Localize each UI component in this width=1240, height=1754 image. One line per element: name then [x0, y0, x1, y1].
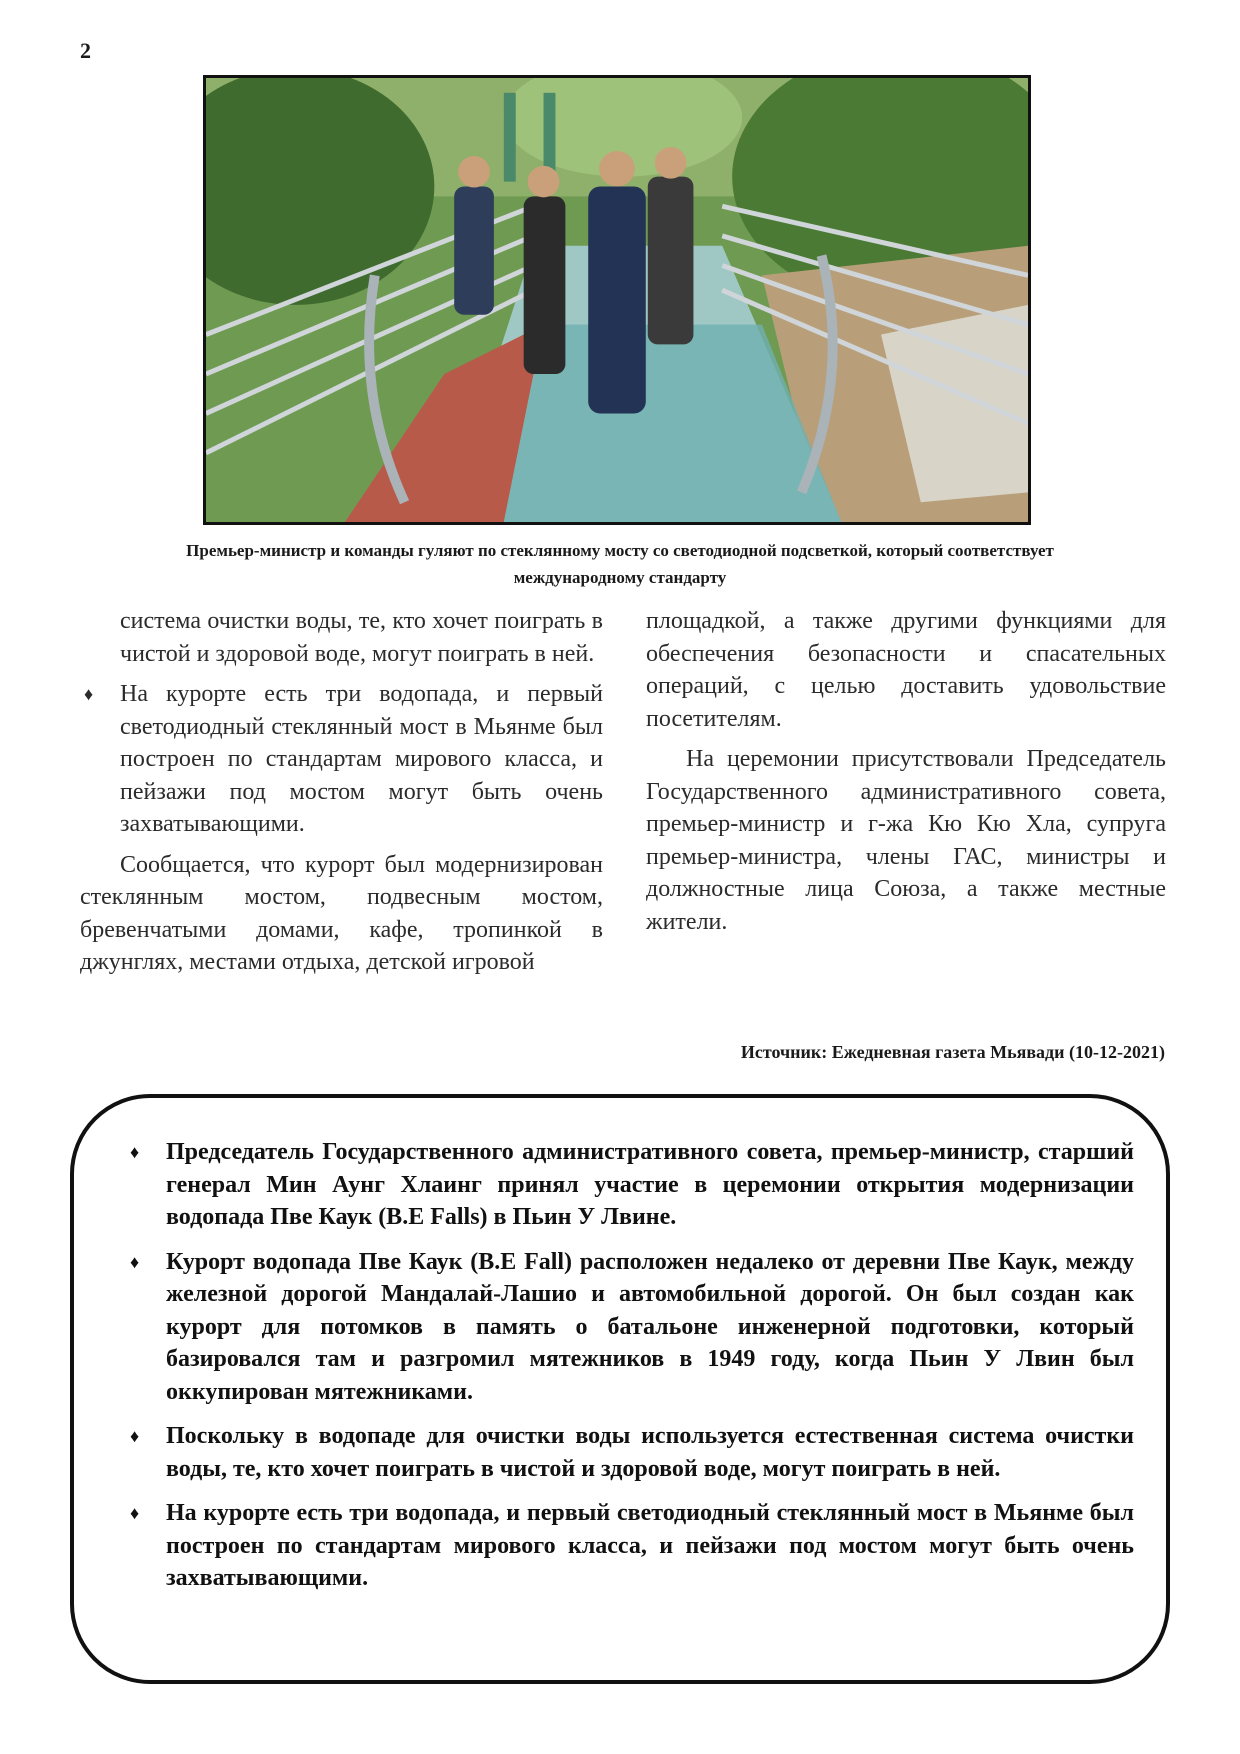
- photo: [203, 75, 1031, 525]
- diamond-bullet-icon: ♦: [130, 1426, 140, 1446]
- article-paragraph: На церемонии присутствовали Председатель Государственного административного совета, премьер-министр и г-жа Кю Кю Хла, супруга премьер-министра, члены ГАС, министры и должностные лица Союза, а также местные жители.: [646, 746, 1166, 935]
- article-left-column: [80, 605, 603, 987]
- summary-item: [106, 1497, 1134, 1595]
- article-paragraph: система очистки воды, те, кто хочет поиграть в чистой и здоровой воде, могут поиграть в ней.: [120, 608, 603, 667]
- article-right-column: [646, 605, 1166, 946]
- article-bullet-text: На курорте есть три водопада, и первый светодиодный стеклянный мост в Мьянме был построен по стандартам мирового класса, и пейзажи под мостом могут быть очень захватывающими.: [120, 681, 603, 837]
- source-citation: Источник: Ежедневная газета Мьявади (10-12-2021): [740, 1042, 1165, 1062]
- summary-item: [106, 1246, 1134, 1409]
- summary-item: [106, 1136, 1134, 1234]
- summary-item-text: Председатель Государственного административного совета, премьер-министр, старший генерал Мин Аунг Хлаинг принял участие в церемонии открытия модернизации водопада Пве Каук (B.E Falls) в Пьин У Лвине.: [166, 1139, 1134, 1230]
- diamond-bullet-icon: ♦: [130, 1142, 140, 1162]
- diamond-bullet-icon: ♦: [84, 684, 94, 704]
- article-paragraph: Сообщается, что курорт был модернизирован стеклянным мостом, подвесным мостом, бревенчатыми домами, кафе, тропинкой в джунглях, местами отдыха, детской игровой: [80, 851, 603, 975]
- summary-item-text: Курорт водопада Пве Каук (B.E Fall) расположен недалеко от деревни Пве Каук, между железной дорогой Мандалай-Лашио и автомобильной дорогой. Он был создан как курорт для потомков в память о батальоне инженерной подготовки, который базировался там и разгромил мятежников в 1949 году, когда Пьин У Лвин был оккупирован мятежниками.: [166, 1248, 1134, 1405]
- glass-bridge-photo: [206, 78, 1028, 522]
- page-number: 2: [80, 38, 91, 63]
- article-paragraph: площадкой, а также другими функциями для обеспечения безопасности и спасательных операций, с целью доставить удовольствие посетителям.: [646, 608, 1166, 732]
- article-bullet-item: [80, 678, 603, 841]
- diamond-bullet-icon: ♦: [130, 1251, 140, 1272]
- summary-item-text: Поскольку в водопаде для очистки воды используется естественная система очистки воды, те, кто хочет поиграть в чистой и здоровой воде, могут поиграть в ней.: [166, 1423, 1134, 1482]
- summary-box: [70, 1094, 1170, 1684]
- diamond-bullet-icon: ♦: [130, 1503, 140, 1523]
- summary-item: [106, 1420, 1134, 1485]
- summary-item-text: На курорте есть три водопада, и первый светодиодный стеклянный мост в Мьянме был построен по стандартам мирового класса, и пейзажи под мостом могут быть очень захватывающими.: [166, 1500, 1134, 1591]
- photo-caption: Премьер-министр и команды гуляют по стеклянному мосту со светодиодной подсветкой, который соответствует международному стандарту: [186, 541, 1054, 587]
